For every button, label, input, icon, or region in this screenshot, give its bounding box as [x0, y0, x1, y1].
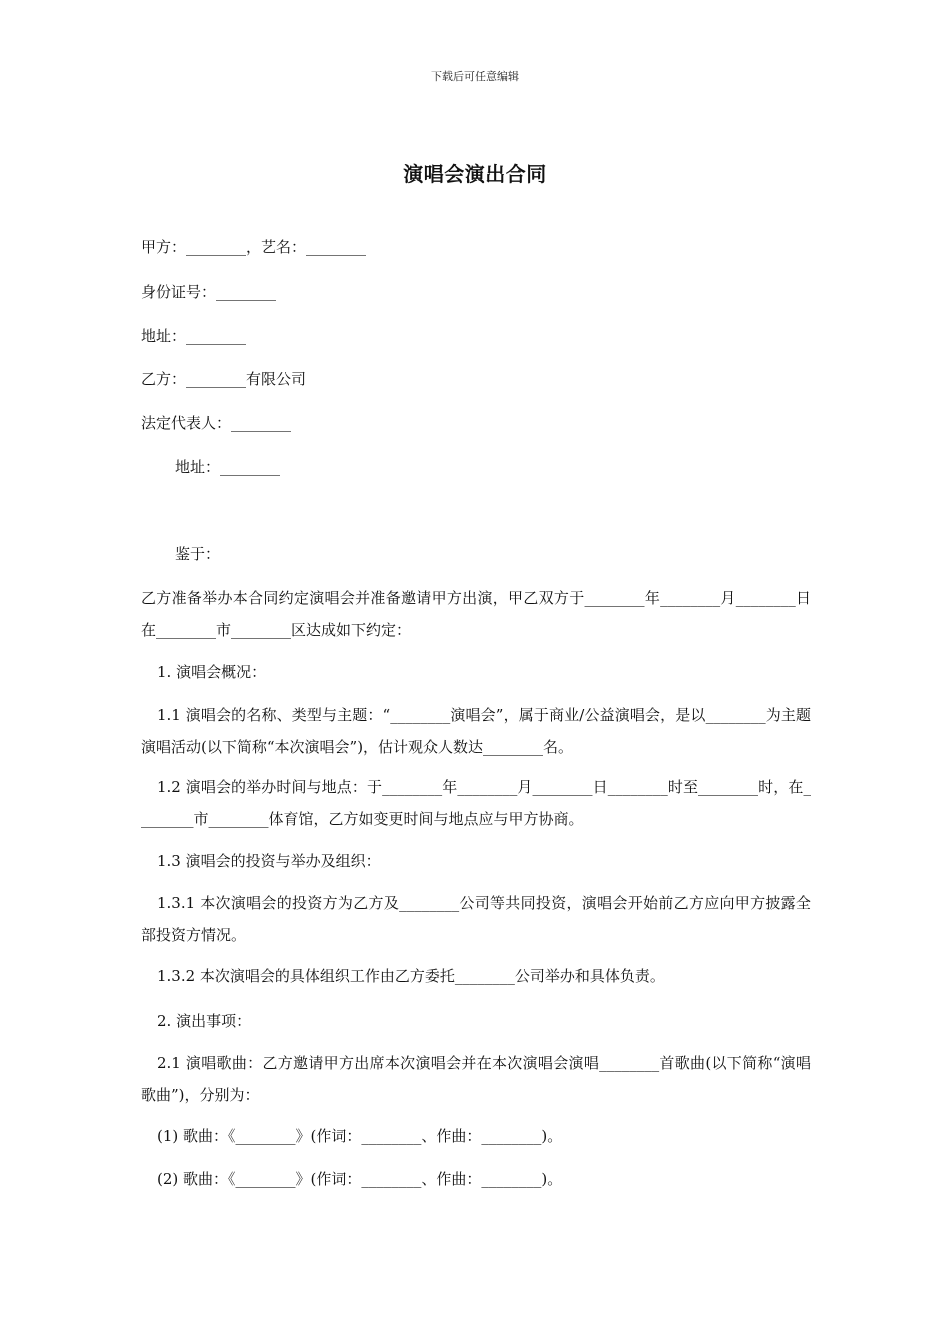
- clause-2-1: [141, 1047, 811, 1111]
- song-1-line: (1) 歌曲：《________》(作词：________、作曲：________)。: [157, 1127, 563, 1145]
- clause-1-2-text: 1.2 演唱会的举办时间与地点：于________年________月________日________时至________时，在________市________体育馆，乙方如变更时间与地点应与甲方协商。: [141, 778, 811, 828]
- clause-1-2: [141, 771, 811, 835]
- clause-1-3-1-text: 1.3.1 本次演唱会的投资方为乙方及________公司等共同投资，演唱会开始前乙方应向甲方披露全部投资方情况。: [141, 894, 811, 944]
- clause-1-1: [141, 699, 811, 763]
- address-b-line: 地址：________: [175, 458, 281, 476]
- clause-1-1-text: 1.1 演唱会的名称、类型与主题：“________演唱会”，属于商业/公益演唱会，是以________为主题演唱活动(以下简称“本次演唱会”)，估计观众人数达________名。: [141, 706, 811, 756]
- clause-1-3-2: 1.3.2 本次演唱会的具体组织工作由乙方委托________公司举办和具体负责。: [157, 967, 665, 985]
- intro-text: 乙方准备举办本合同约定演唱会并准备邀请甲方出演，甲乙双方于________年________月________日在________市________区达成如下约定：: [141, 589, 811, 639]
- party-b-line: 乙方：________有限公司: [141, 370, 307, 388]
- clause-1-3: 1.3 演唱会的投资与举办及组织：: [157, 852, 381, 870]
- header-note: 下载后可任意编辑: [431, 70, 519, 83]
- section-2-title: 2. 演出事项：: [157, 1012, 252, 1030]
- legal-rep-line: 法定代表人：________: [141, 414, 292, 432]
- clause-2-1-text: 2.1 演唱歌曲：乙方邀请甲方出席本次演唱会并在本次演唱会演唱________首歌曲(以下简称“演唱歌曲”)，分别为：: [141, 1054, 811, 1104]
- intro-paragraph: [141, 582, 811, 646]
- document-title: 演唱会演出合同: [403, 162, 547, 186]
- party-a-line: 甲方：________，艺名：________: [141, 238, 367, 256]
- whereas-label: 鉴于：: [175, 545, 221, 563]
- address-a-line: 地址：________: [141, 327, 247, 345]
- id-number-line: 身份证号：________: [141, 283, 277, 301]
- section-1-title: 1. 演唱会概况：: [157, 663, 267, 681]
- clause-1-3-1: [141, 887, 811, 951]
- song-2-line: (2) 歌曲：《________》(作词：________、作曲：________)。: [157, 1170, 563, 1188]
